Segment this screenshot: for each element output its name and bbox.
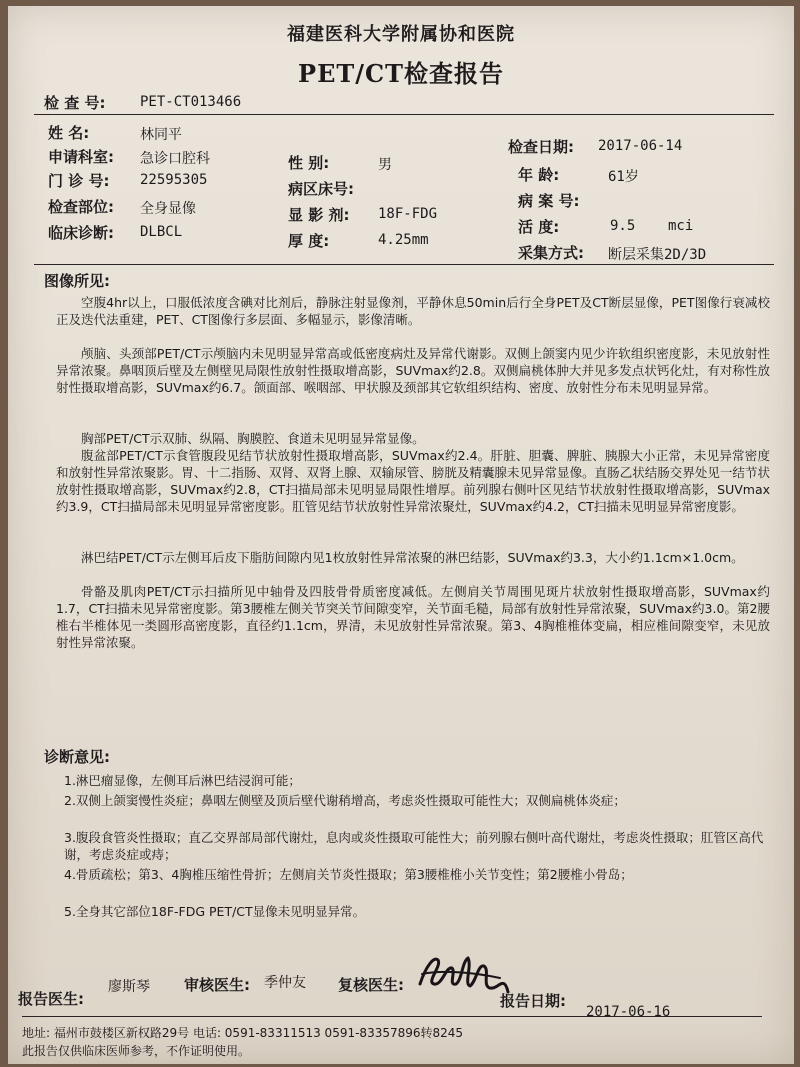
impression-item: 5.全身其它部位18F-FDG PET/CT显像未见明显异常。 bbox=[64, 904, 366, 919]
reviewer-label: 审核医生: bbox=[184, 976, 250, 994]
diagnosis-value: DLBCL bbox=[140, 224, 183, 240]
dept-label: 申请科室: bbox=[48, 148, 114, 166]
diagnosis-label: 临床诊断: bbox=[48, 224, 114, 242]
impression-item: 3.腹段食管炎性摄取；直乙交界部局部代谢灶，息肉或炎性摄取可能性大；前列腺右侧叶高代谢灶，考虑炎性摄取；肛管区高代谢，考虑炎症或痔； bbox=[64, 830, 764, 862]
activity-value: 9.5 bbox=[610, 218, 636, 234]
name-label: 姓 名: bbox=[48, 124, 90, 142]
thickness-value: 4.25mm bbox=[378, 232, 429, 248]
footer-note: 此报告仅供临床医师参考，不作证明使用。 bbox=[22, 1044, 251, 1058]
agent-value: 18F-FDG bbox=[378, 206, 438, 222]
outpatient-value: 22595305 bbox=[140, 172, 208, 188]
case-no-label: 病 案 号: bbox=[518, 192, 580, 210]
exam-no-value: PET-CT013466 bbox=[140, 94, 242, 110]
hospital-name: 福建医科大学附属协和医院 bbox=[287, 24, 515, 45]
report-title: PET/CT检查报告 bbox=[298, 59, 504, 88]
reporter-label: 报告医生: bbox=[18, 990, 84, 1008]
header-divider bbox=[34, 114, 774, 115]
impression-item: 1.淋巴瘤显像，左侧耳后淋巴结浸润可能； bbox=[64, 773, 301, 788]
name-value: 林同平 bbox=[140, 127, 182, 143]
impression-title: 诊断意见: bbox=[44, 748, 110, 766]
report-date-label: 报告日期: bbox=[500, 992, 566, 1010]
outpatient-label: 门 诊 号: bbox=[48, 172, 110, 190]
exam-date-label: 检查日期: bbox=[508, 138, 574, 156]
findings-paragraph: 颅脑、头颈部PET/CT示颅脑内未见明显异常高或低密度病灶及异常代谢影。双侧上颌窦内见少许软组织密度影，未见放射性异常浓聚。鼻咽顶后壁及左侧壁见局限性放射性摄取增高影，SUVmax约2.8。双侧扁桃体肿大并见多发点状钙化灶，有对称性放射性摄取增高影，SUVmax约6.7。颌面部、喉咽部、甲状腺及颈部其它软组织结构、密度、放射性分布未见明显异常。 bbox=[56, 346, 770, 395]
impression-item: 2.双侧上颌窦慢性炎症；鼻咽左侧壁及顶后壁代谢稍增高，考虑炎性摄取可能性大；双侧扁桃体炎症； bbox=[64, 793, 626, 808]
findings-paragraph: 胸部PET/CT示双肺、纵隔、胸膜腔、食道未见明显异常显像。 bbox=[81, 431, 425, 446]
findings-paragraph: 空腹4hr以上，口服低浓度含碘对比剂后，静脉注射显像剂，平静休息50min后行全身PET及CT断层显像，PET图像行衰减校正及迭代法重建，PET、CT图像行多层面、多幅显示，影像清晰。 bbox=[56, 295, 770, 327]
age-value: 61岁 bbox=[608, 169, 639, 185]
age-label: 年 龄: bbox=[518, 166, 560, 184]
bed-label: 病区床号: bbox=[288, 180, 354, 198]
activity-label: 活 度: bbox=[518, 218, 560, 236]
site-label: 检查部位: bbox=[48, 198, 114, 216]
site-value: 全身显像 bbox=[140, 201, 196, 217]
report-paper bbox=[8, 6, 794, 1064]
exam-no-label: 检 查 号: bbox=[44, 94, 106, 112]
method-label: 采集方式: bbox=[518, 244, 584, 262]
findings-paragraph: 腹盆部PET/CT示食管腹段见结节状放射性摄取增高影，SUVmax约2.4。肝脏、胆囊、脾脏、胰腺大小正常，未见异常密度和放射性异常浓聚影。胃、十二指肠、双肾、双肾上腺、双输尿管、膀胱及精囊腺未见异常显像。直肠乙状结肠交界处见一结节状放射性摄取增高影，SUVmax约2.8，CT扫描局部未见明显局限性增厚。前列腺右侧叶区见结节状放射性摄取增高影，SUVmax约3.9，CT扫描局部未见明显异常密度影。肛管见结节状放射性异常浓聚灶，SUVmax约4.2，CT扫描未见明显异常密度影。 bbox=[56, 448, 770, 514]
reporter-name: 廖斯琴 bbox=[108, 979, 150, 995]
footer-address: 地址: 福州市鼓楼区新权路29号 电话: 0591-83311513 0591-83357896转8245 bbox=[22, 1026, 464, 1040]
reviewer-name: 季仲友 bbox=[264, 975, 306, 991]
exam-date-value: 2017-06-14 bbox=[598, 138, 683, 154]
footer-divider bbox=[22, 1016, 762, 1017]
impression-item: 4.骨质疏松；第3、4胸椎压缩性骨折；左侧肩关节炎性摄取；第3腰椎椎小关节变性；第2腰椎小骨岛； bbox=[64, 867, 633, 882]
fields-divider bbox=[34, 264, 774, 265]
findings-paragraph: 骨骼及肌肉PET/CT示扫描所见中轴骨及四肢骨骨质密度减低。左侧肩关节周围见斑片状放射性摄取增高影，SUVmax约1.7，CT扫描未见异常密度影。第3腰椎左侧关节突关节间隙变窄，关节面毛糙，局部有放射性异常浓聚，SUVmax约3.0。第2腰椎右半椎体见一类圆形高密度影，直径约1.1cm，界清，未见放射性异常浓聚。第3、4胸椎椎体变扁，相应椎间隙变窄，未见放射性异常浓聚。 bbox=[56, 584, 770, 650]
report-date-value: 2017-06-16 bbox=[586, 1004, 671, 1020]
findings-title: 图像所见: bbox=[44, 272, 110, 290]
gender-label: 性 别: bbox=[288, 154, 330, 172]
findings-paragraph: 淋巴结PET/CT示左侧耳后皮下脂肪间隙内见1枚放射性异常浓聚的淋巴结影，SUVmax约3.3，大小约1.1cm×1.0cm。 bbox=[81, 550, 744, 565]
dept-value: 急诊口腔科 bbox=[140, 151, 210, 167]
method-value: 断层采集2D/3D bbox=[608, 247, 707, 263]
gender-value: 男 bbox=[378, 157, 392, 173]
thickness-label: 厚 度: bbox=[288, 232, 330, 250]
rechecker-label: 复核医生: bbox=[338, 976, 404, 994]
activity-unit: mci bbox=[668, 218, 694, 234]
handwritten-signature bbox=[412, 944, 512, 1004]
agent-label: 显 影 剂: bbox=[288, 206, 350, 224]
